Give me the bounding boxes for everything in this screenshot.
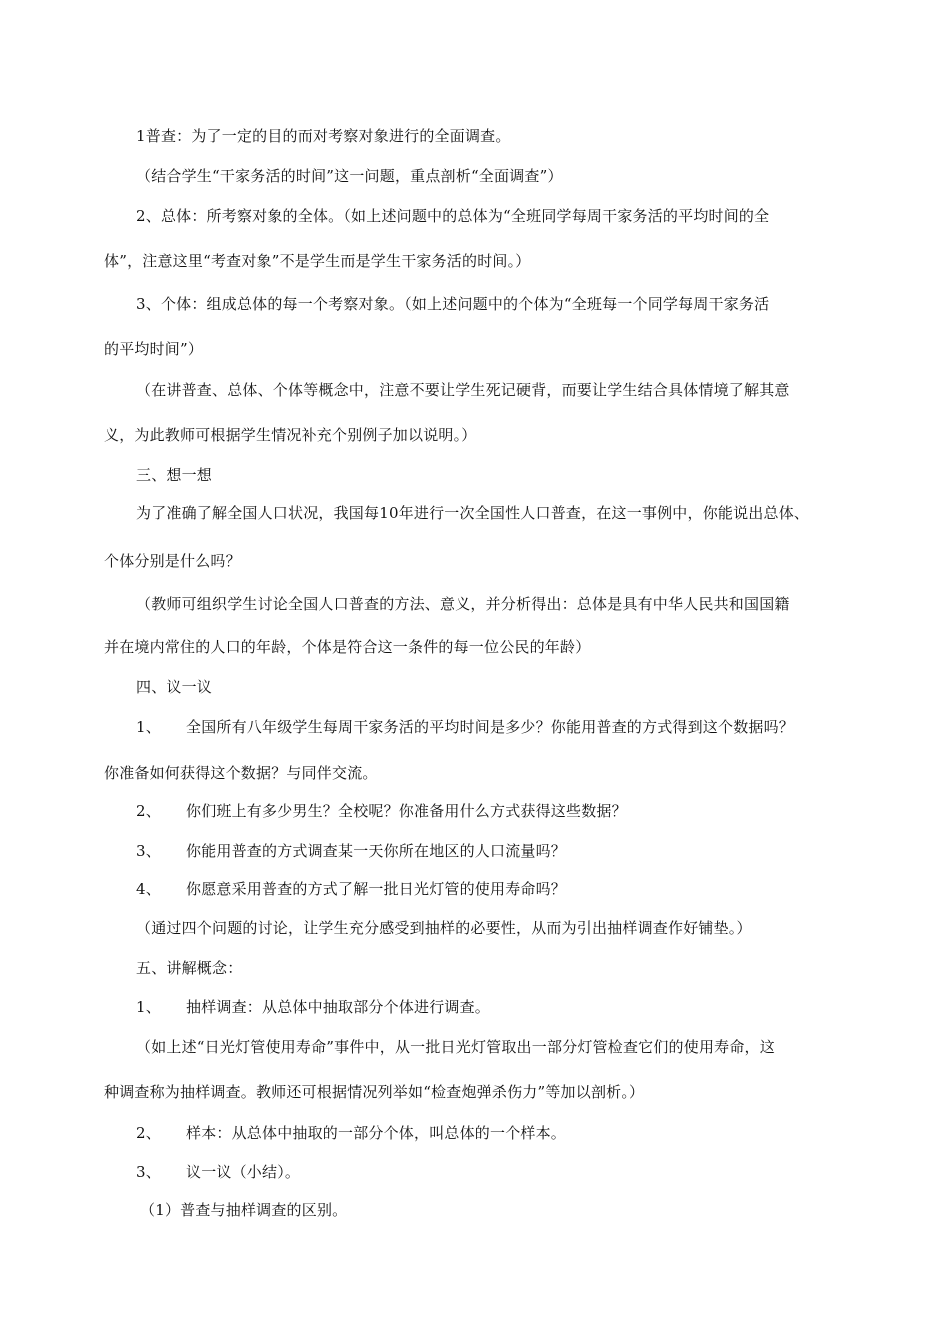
list-text: 抽样调查：从总体中抽取部分个体进行调查。 [186, 998, 491, 1016]
list-number: 4、 [136, 880, 161, 898]
list-text: 你们班上有多少男生？全校呢？你准备用什么方式获得这些数据？ [186, 802, 627, 820]
list-text: 全国所有八年级学生每周干家务活的平均时间是多少？你能用普查的方式得到这个数据吗？ [186, 718, 795, 736]
text-line: （如上述“日光灯管使用寿命”事件中，从一批日光灯管取出一部分灯管检查它们的使用寿命，这 [136, 1038, 775, 1056]
text-line: 2、总体：所考察对象的全体。（如上述问题中的总体为“全班同学每周干家务活的平均时间的全 [136, 207, 770, 225]
list-text: 样本：从总体中抽取的一部分个体，叫总体的一个样本。 [186, 1124, 567, 1142]
list-number: 3、 [136, 1163, 161, 1181]
text-line: （通过四个问题的讨论，让学生充分感受到抽样的必要性，从而为引出抽样调查作好铺垫。） [136, 919, 752, 937]
section-heading: 三、想一想 [136, 466, 213, 484]
list-number: 1、 [136, 998, 161, 1016]
list-number: 1、 [136, 718, 161, 736]
list-number: 2、 [136, 802, 161, 820]
text-line: （教师可组织学生讨论全国人口普查的方法、意义，并分析得出：总体是具有中华人民共和国国籍 [136, 595, 790, 613]
list-item [136, 717, 794, 737]
list-item [136, 879, 566, 899]
list-text: 你愿意采用普查的方式了解一批日光灯管的使用寿命吗？ [186, 880, 567, 898]
list-item [136, 841, 566, 861]
text-line: 1普查：为了一定的目的而对考察对象进行的全面调查。 [136, 127, 511, 145]
text-line: 体”，注意这里“考查对象”不是学生而是学生干家务活的时间。） [104, 252, 531, 270]
text-line: 3、个体：组成总体的每一个考察对象。（如上述问题中的个体为“全班每一个同学每周干家务活 [136, 295, 770, 313]
section-heading: 四、议一议 [136, 678, 213, 696]
section-heading: 五、讲解概念： [136, 959, 243, 977]
text-line: （结合学生“干家务活的时间”这一问题，重点剖析“全面调查”） [136, 167, 563, 185]
text-line: 个体分别是什么吗？ [104, 552, 241, 570]
text-line: 种调查称为抽样调查。教师还可根据情况列举如“检查炮弹杀伤力”等加以剖析。） [104, 1083, 645, 1101]
list-number: 2、 [136, 1124, 161, 1142]
text-line: 并在境内常住的人口的年龄，个体是符合这一条件的每一位公民的年龄） [104, 638, 591, 656]
list-text: 你能用普查的方式调查某一天你所在地区的人口流量吗？ [186, 842, 567, 860]
text-line: （在讲普查、总体、个体等概念中，注意不要让学生死记硬背，而要让学生结合具体情境了解其意 [136, 381, 790, 399]
list-item [136, 997, 490, 1017]
text-line: 你准备如何获得这个数据？与同伴交流。 [104, 764, 378, 782]
text-line: （1）普查与抽样调查的区别。 [140, 1201, 348, 1219]
list-item [136, 1123, 566, 1143]
list-item [136, 801, 627, 821]
list-number: 3、 [136, 842, 161, 860]
list-text: 议一议（小结）。 [186, 1163, 301, 1181]
text-line: 为了准确了解全国人口状况，我国每10年进行一次全国性人口普查，在这一事例中，你能说出总体、 [136, 504, 810, 522]
text-line: 的平均时间”） [104, 340, 204, 358]
text-line: 义，为此教师可根据学生情况补充个别例子加以说明。） [104, 426, 477, 444]
list-item [136, 1162, 300, 1182]
